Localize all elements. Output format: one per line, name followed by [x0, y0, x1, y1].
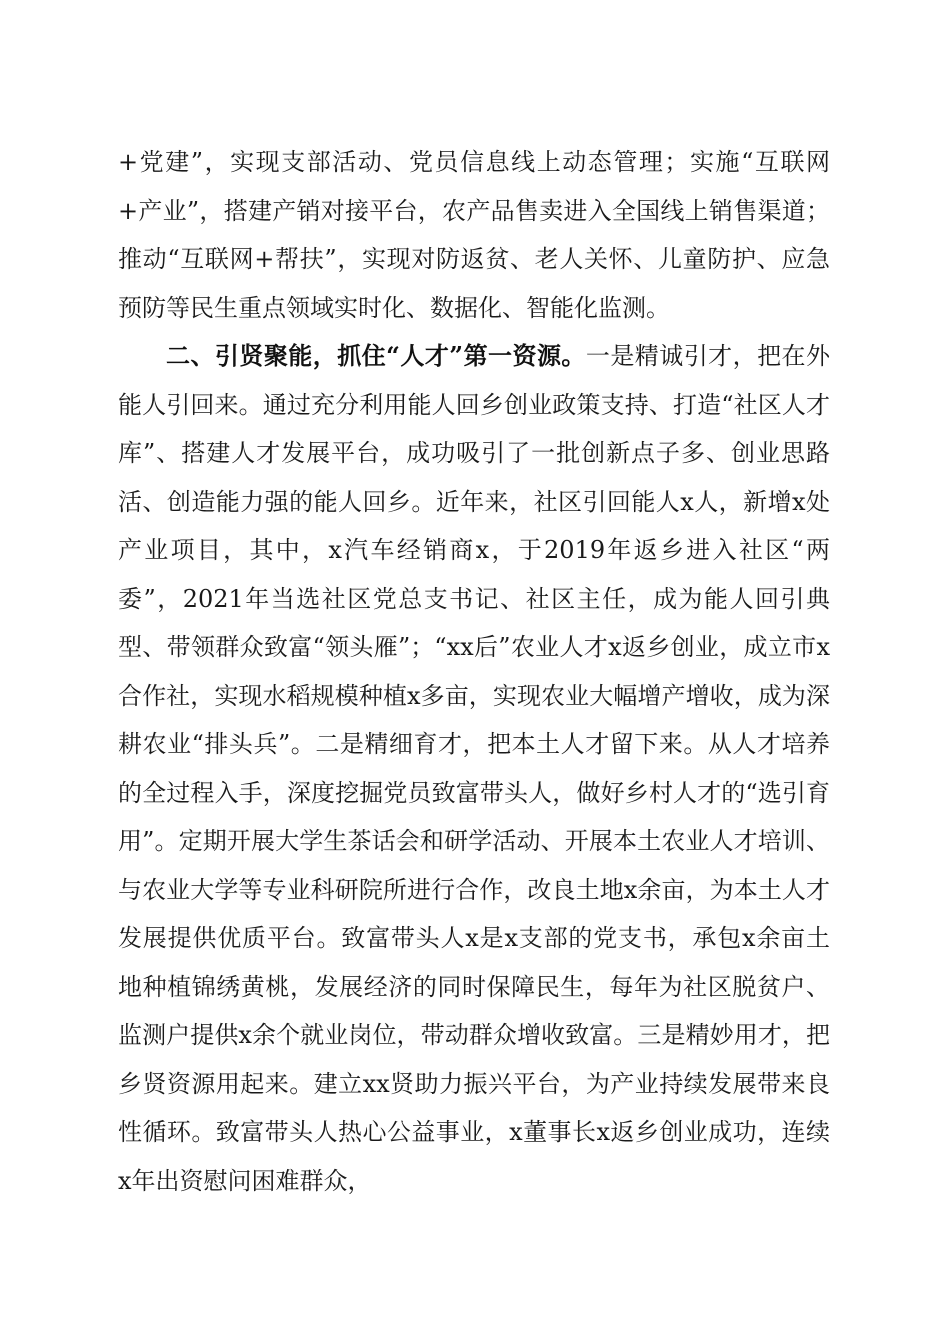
section-body: 一是精诚引才，把在外能人引回来。通过充分利用能人回乡创业政策支持、打造“社区人才库”、搭建人才发展平台，成功吸引了一批创新点子多、创业思路活、创造能力强的能人回乡。近年来，社区引回能人x人，新增x处产业项目，其中，x汽车经销商x，于2019年返乡进入社区“两委”，2021年当选社区党总支书记、社区主任，成为能人回引典型、带领群众致富“领头雁”；“xx后”农业人才x返乡创业，成立市x合作社，实现水稻规模种植x多亩，实现农业大幅增产增收，成为深耕农业“排头兵”。二是精细育才，把本土人才留下来。从人才培养的全过程入手，深度挖掘党员致富带头人，做好乡村人才的“选引育用”。定期开展大学生茶话会和研学活动、开展本土农业人才培训、与农业大学等专业科研院所进行合作，改良土地x余亩，为本土人才发展提供优质平台。致富带头人x是x支部的党支书，承包x余亩土地种植锦绣黄桃，发展经济的同时保障民生，每年为社区脱贫户、监测户提供x余个就业岗位，带动群众增收致富。三是精妙用才，把乡贤资源用起来。建立xx贤助力振兴平台，为产业持续发展带来良性循环。致富带头人热心公益事业，x董事长x返乡创业成功，连续x年出资慰问困难群众， — [118, 342, 831, 1195]
paragraph-talent-section — [118, 332, 830, 1205]
document-body — [118, 138, 830, 1205]
section-heading: 二、引贤聚能，抓住“人才”第一资源。 — [166, 341, 586, 370]
paragraph-continuation: +党建”，实现支部活动、党员信息线上动态管理；实施“互联网+产业”，搭建产销对接平台，农产品售卖进入全国线上销售渠道；推动“互联网+帮扶”，实现对防返贫、老人关怀、儿童防护、应急预防等民生重点领域实时化、数据化、智能化监测。 — [118, 148, 830, 322]
